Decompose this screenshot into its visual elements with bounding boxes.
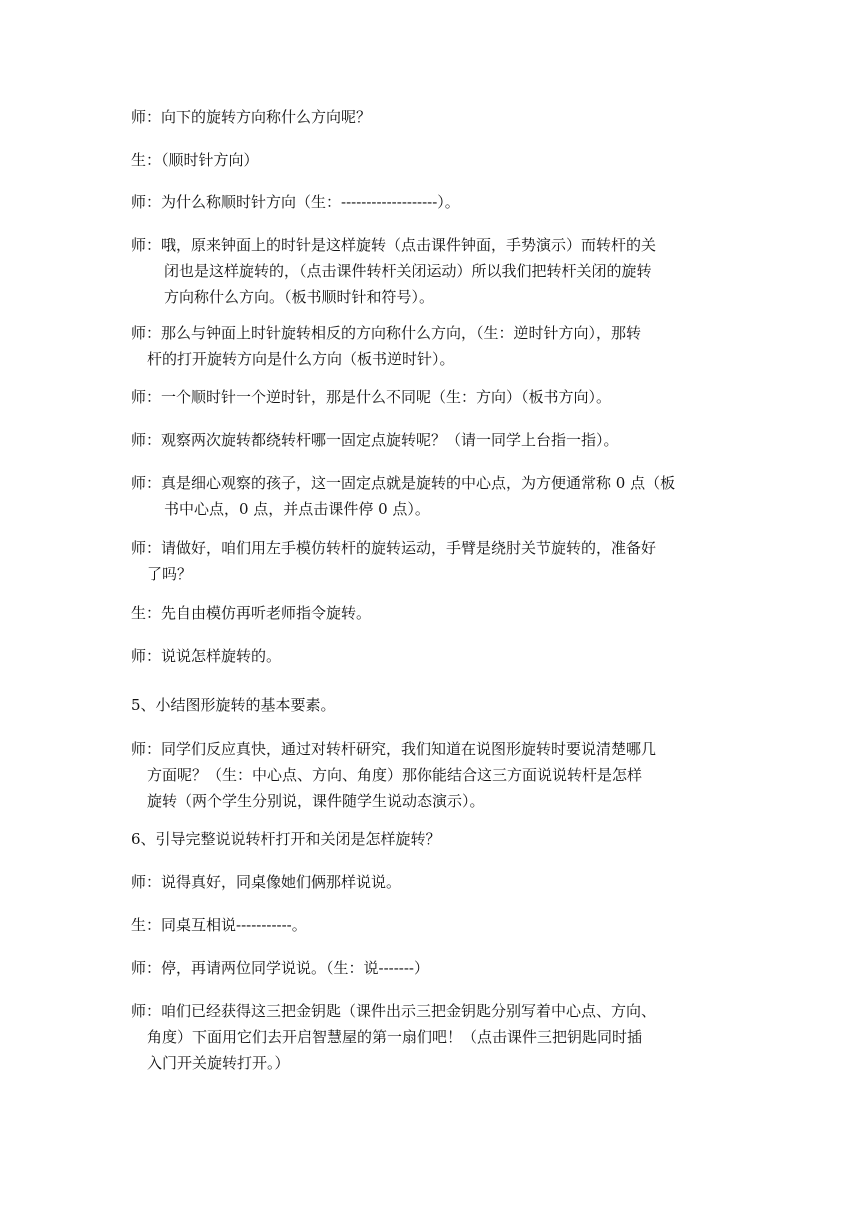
text-line: 书中心点，0 点，并点击课件停 0 点）。 bbox=[164, 500, 430, 518]
text-line: 师：请做好，咱们用左手模仿转杆的旋转运动，手臂是绕肘关节旋转的，准备好 bbox=[131, 539, 657, 557]
paragraph-2 bbox=[131, 147, 731, 173]
section-heading-6 bbox=[131, 826, 731, 852]
paragraph-5 bbox=[131, 320, 731, 372]
text-line: 生：先自由模仿再听老师指令旋转。 bbox=[131, 604, 372, 622]
paragraph-6 bbox=[131, 384, 731, 410]
text-line: 杆的打开旋转方向是什么方向（板书逆时针）。 bbox=[147, 350, 455, 368]
text-line: 师：同学们反应真快，通过对转杆研究，我们知道在说图形旋转时要说清楚哪几 bbox=[131, 740, 657, 758]
text-line: 入门开关旋转打开。） bbox=[147, 1054, 290, 1072]
text-line: 旋转（两个学生分别说，课件随学生说动态演示）。 bbox=[147, 792, 485, 810]
text-line: 师：说得真好，同桌像她们俩那样说说。 bbox=[131, 873, 402, 891]
text-line: 师：向下的旋转方向称什么方向呢？ bbox=[131, 108, 372, 126]
text-line: 5、小结图形旋转的基本要素。 bbox=[131, 696, 336, 714]
text-line: 师：停，再请两位同学说说。（生：说-------） bbox=[131, 959, 429, 977]
text-line: 师：那么与钟面上时针旋转相反的方向称什么方向，（生：逆时针方向），那转 bbox=[131, 324, 642, 342]
paragraph-13 bbox=[131, 869, 731, 895]
text-line: 师：一个顺时针一个逆时针，那是什么不同呢（生：方向）（板书方向）。 bbox=[131, 388, 612, 406]
paragraph-12 bbox=[131, 736, 731, 814]
text-line: 师：观察两次旋转都绕转杆哪一固定点旋转呢？（请一同学上台指一指）。 bbox=[131, 431, 619, 449]
paragraph-8 bbox=[131, 470, 731, 522]
paragraph-14 bbox=[131, 912, 731, 938]
text-line: 师：真是细心观察的孩子，这一固定点就是旋转的中心点，为方便通常称 0 点（板 bbox=[131, 474, 676, 492]
text-line: 师：咱们已经获得这三把金钥匙（课件出示三把金钥匙分别写着中心点、方向、 bbox=[131, 1002, 657, 1020]
text-line: 方面呢？（生：中心点、方向、角度）那你能结合这三方面说说转杆是怎样 bbox=[147, 766, 643, 784]
text-line: 师：说说怎样旋转的。 bbox=[131, 647, 282, 665]
text-line: 闭也是这样旋转的，（点击课件转杆关闭运动）所以我们把转杆关闭的旋转 bbox=[164, 262, 652, 280]
text-line: 师：为什么称顺时针方向（生：-------------------）。 bbox=[131, 193, 460, 211]
paragraph-11 bbox=[131, 643, 731, 669]
text-line: 6、引导完整说说转杆打开和关闭是怎样旋转？ bbox=[131, 830, 441, 848]
text-line: 方向称什么方向。（板书顺时针和符号）。 bbox=[164, 288, 435, 306]
paragraph-1 bbox=[131, 104, 731, 130]
text-line: 师：哦，原来钟面上的时针是这样旋转（点击课件钟面，手势演示）而转杆的关 bbox=[131, 236, 657, 254]
text-line: 角度）下面用它们去开启智慧屋的第一扇们吧！（点击课件三把钥匙同时插 bbox=[147, 1028, 643, 1046]
paragraph-4 bbox=[131, 232, 731, 310]
paragraph-15 bbox=[131, 955, 731, 981]
text-line: 了吗？ bbox=[147, 565, 193, 583]
paragraph-10 bbox=[131, 600, 731, 626]
text-line: 生：（顺时针方向） bbox=[131, 151, 259, 169]
text-line: 生：同桌互相说-----------。 bbox=[131, 916, 307, 934]
section-heading-5 bbox=[131, 692, 731, 718]
paragraph-3 bbox=[131, 189, 731, 215]
paragraph-9 bbox=[131, 535, 731, 587]
paragraph-16 bbox=[131, 998, 731, 1076]
paragraph-7 bbox=[131, 427, 731, 453]
